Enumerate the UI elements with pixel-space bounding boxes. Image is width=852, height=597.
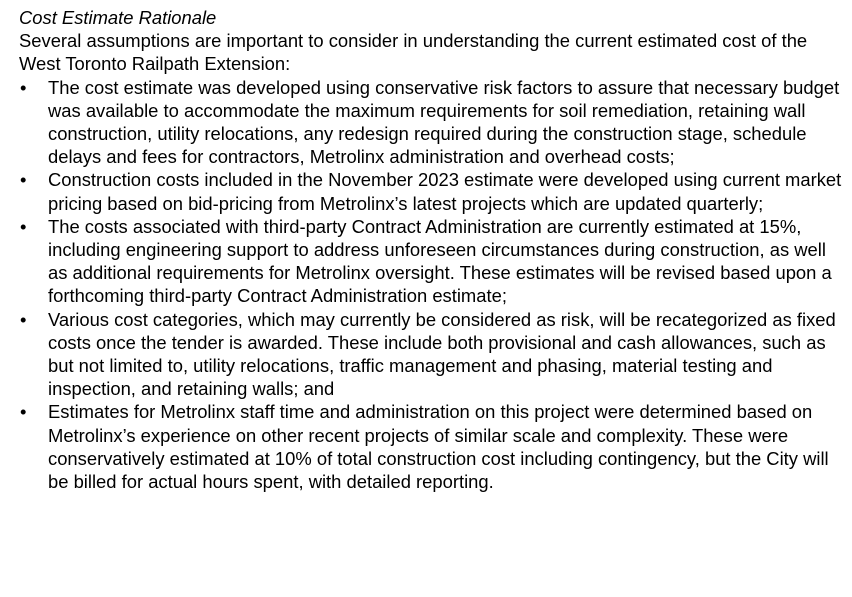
list-item-text: The costs associated with third-party Contract Administration are currently estimated at 15%, including engineering support to address unforeseen circumstances during construction, as well as additional requirements for Metrolinx oversight. These estimates will be revised based upon a forthcoming third-party Contract Administration estimate;	[48, 215, 832, 307]
list-item	[19, 308, 845, 401]
list-item-text: Construction costs included in the November 2023 estimate were developed using current market pricing based on bid-pricing from Metrolinx’s latest projects which are updated quarterly;	[48, 169, 842, 214]
bullet-icon: •	[20, 308, 27, 330]
intro-paragraph: Several assumptions are important to consider in understanding the current estimated cost of the West Toronto Railpath Extension:	[19, 30, 808, 75]
section-heading: Cost Estimate Rationale	[19, 7, 217, 28]
list-item	[19, 215, 845, 308]
document-body	[19, 6, 845, 493]
list-item-text: The cost estimate was developed using conservative risk factors to assure that necessary budget was available to accommodate the maximum requirements for soil remediation, retaining wall construction, utility relocations, any redesign required during the construction stage, schedule delays and fees for contractors, Metrolinx administration and overhead costs;	[48, 76, 840, 168]
bullet-icon: •	[20, 215, 27, 237]
list-item	[19, 168, 845, 214]
bullet-icon: •	[20, 401, 27, 423]
list-item	[19, 76, 845, 169]
list-item	[19, 400, 845, 493]
bullet-icon: •	[20, 76, 27, 98]
list-item-text: Estimates for Metrolinx staff time and administration on this project were determined based on Metrolinx’s experience on other recent projects of similar scale and complexity. These were conservatively estimated at 10% of total construction cost including contingency, but the City will be billed for actual hours spent, with detailed reporting.	[48, 401, 829, 493]
list-item-text: Various cost categories, which may currently be considered as risk, will be recategorized as fixed costs once the tender is awarded. These include both provisional and cash allowances, such as but not limited to, utility relocations, traffic management and phasing, material testing and inspection, and retaining walls; and	[48, 308, 836, 400]
assumptions-list	[19, 76, 845, 494]
bullet-icon: •	[20, 169, 27, 191]
